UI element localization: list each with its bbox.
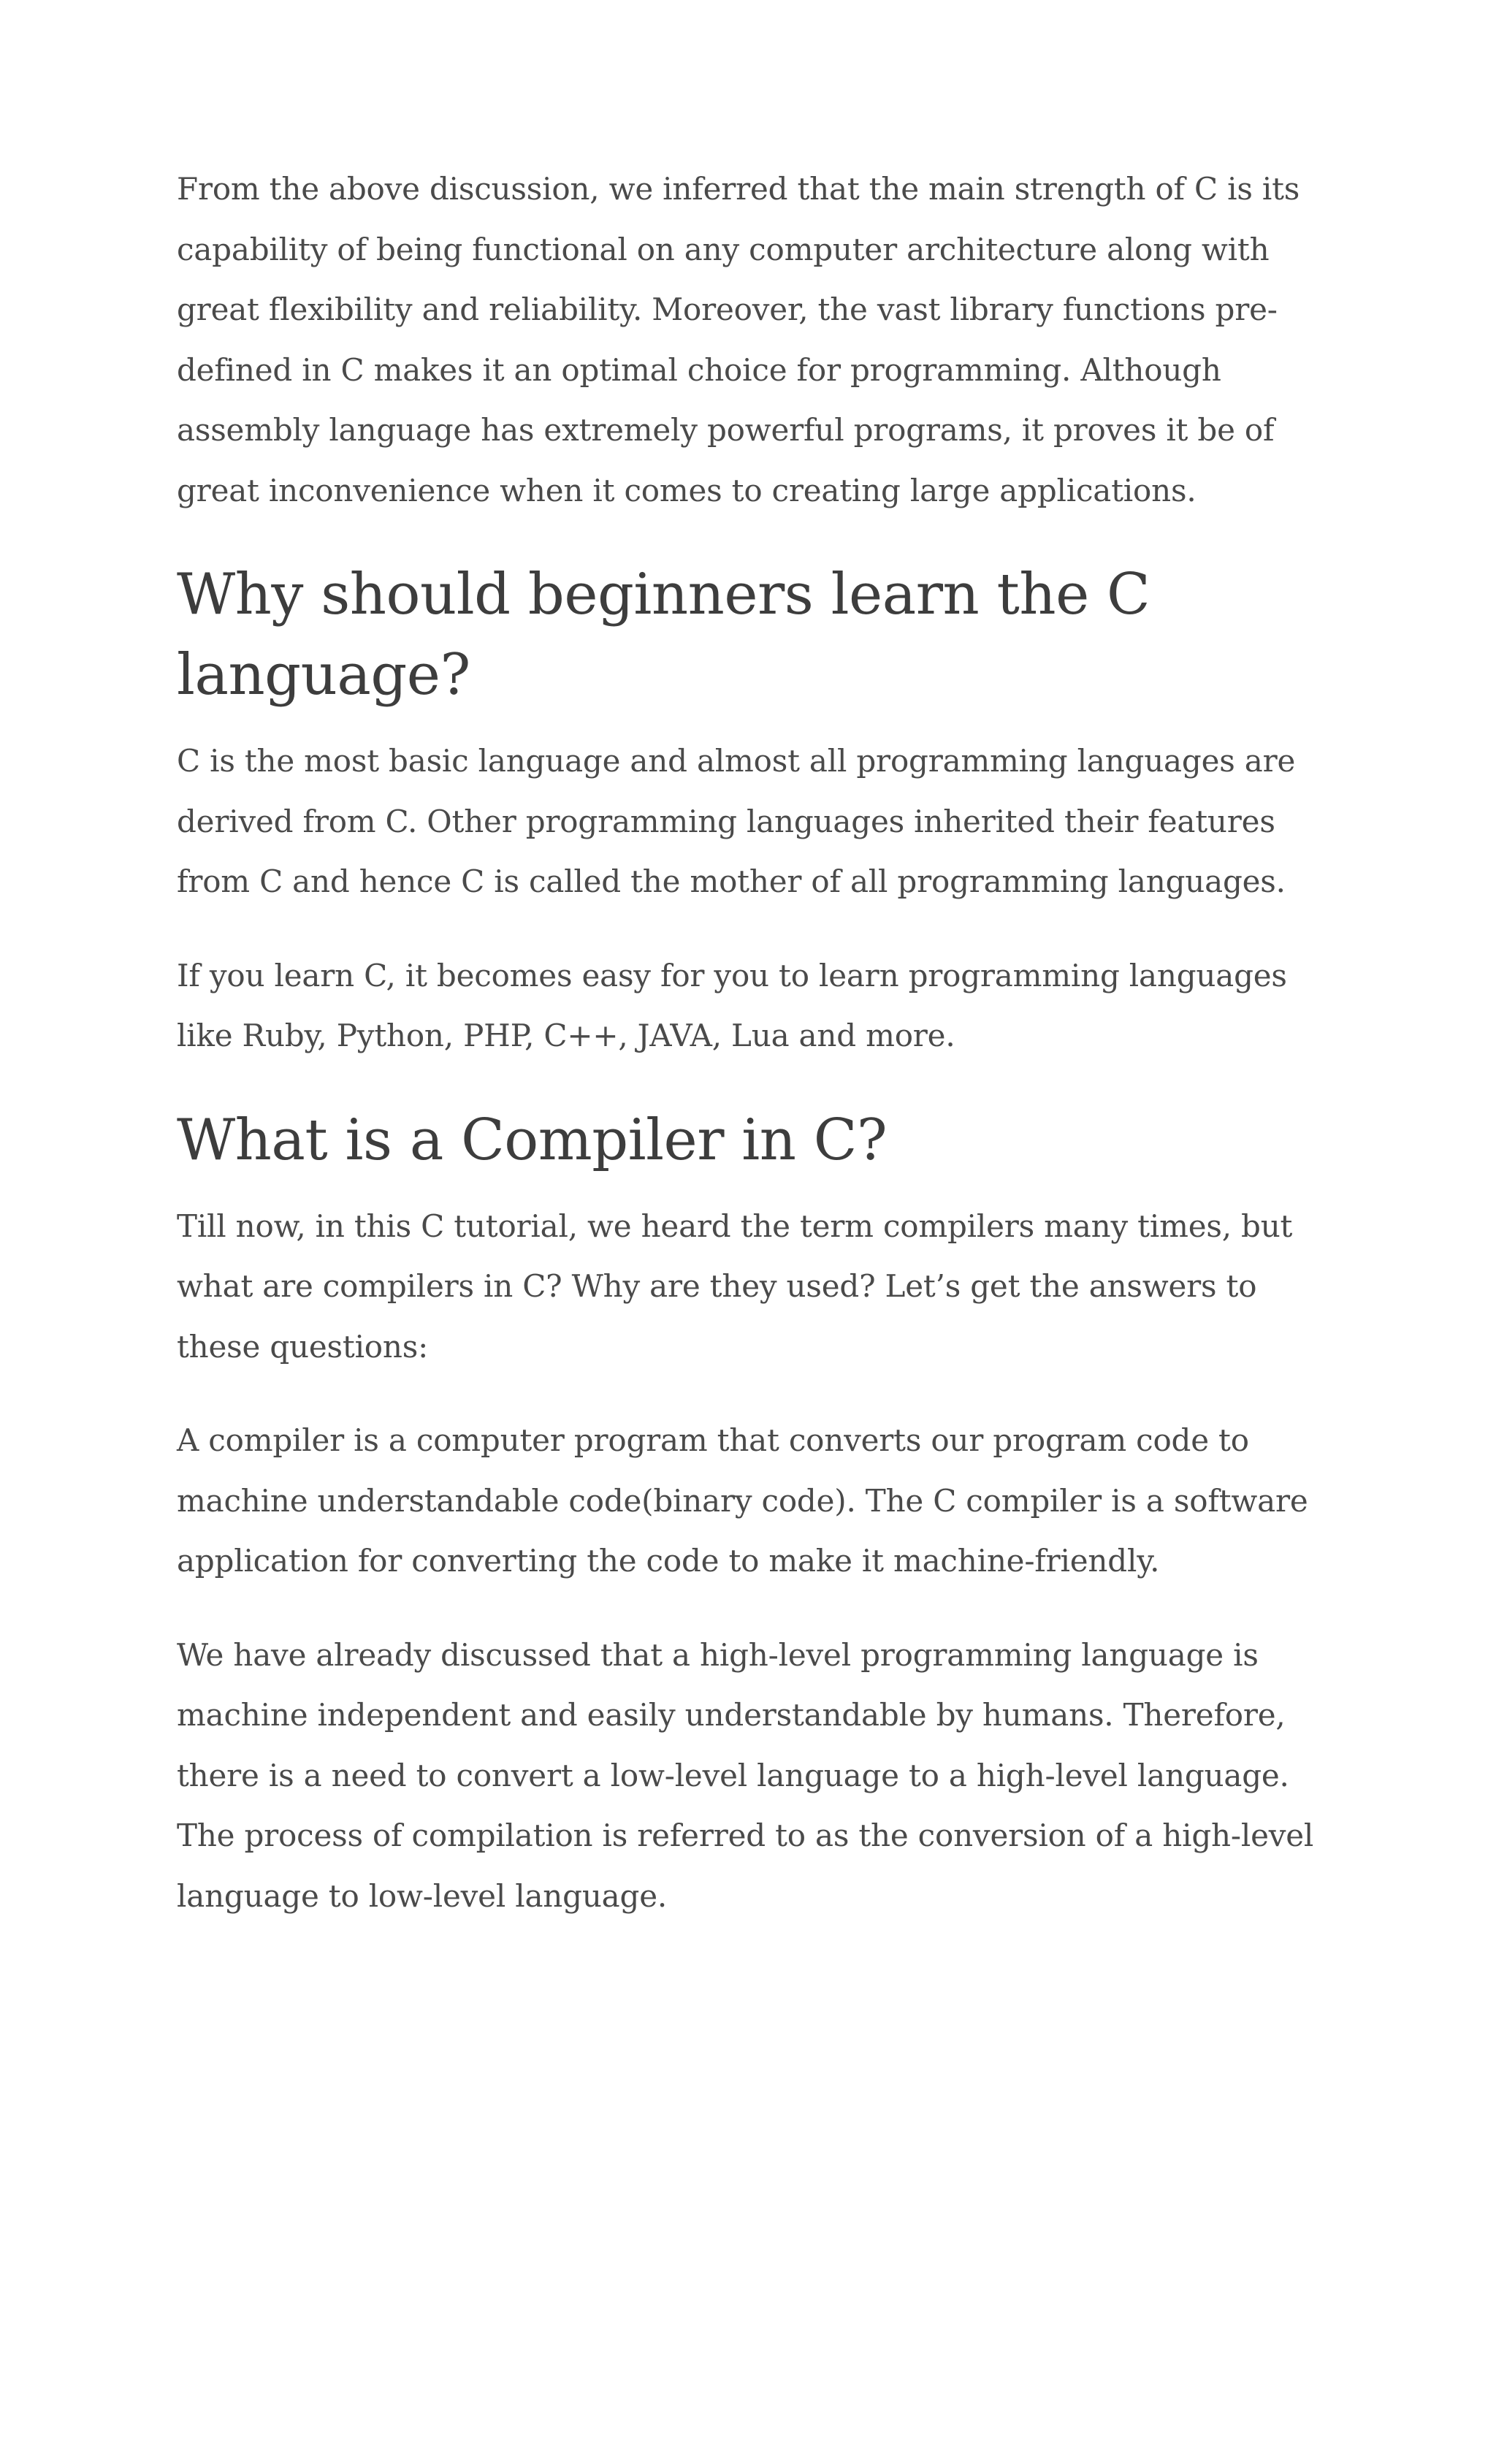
- section-what-is-compiler: [177, 1100, 1331, 1927]
- section-why-learn-c: [177, 554, 1331, 1067]
- paragraph: C is the most basic language and almost all programming languages are derived from C. Other programming languages inherited their features from C and hence C is called the mother of all programming languages.: [177, 743, 1296, 899]
- paragraph: Till now, in this C tutorial, we heard the term compilers many times, but what are compilers in C? Why are they used? Let’s get the answers to these questions:: [177, 1208, 1293, 1365]
- paragraph: We have already discussed that a high-level programming language is machine independent and easily understandable by humans. Therefore, there is a need to convert a low-level language to a high-level language. The process of compilation is referred to as the conversion of a high-level language to low-level language.: [177, 1636, 1314, 1914]
- paragraph: A compiler is a computer program that converts our program code to machine understandable code(binary code). The C compiler is a software application for converting the code to make it machine-friendly.: [177, 1422, 1308, 1579]
- article-body: [177, 159, 1331, 1960]
- section-heading-what-is-compiler: What is a Compiler in C?: [177, 1107, 888, 1173]
- paragraph: If you learn C, it becomes easy for you to learn programming languages like Ruby, Python, PHP, C++, JAVA, Lua and more.: [177, 957, 1287, 1053]
- intro-paragraph: From the above discussion, we inferred that the main strength of C is its capability of being functional on any computer architecture along with great flexibility and reliability. Moreover, the vast library functions pre-defined in C makes it an optimal choice for programming. Although assembly language has extremely powerful programs, it proves it be of great inconvenience when it comes to creating large applications.: [177, 171, 1300, 508]
- section-heading-why-learn-c: Why should beginners learn the C language?: [177, 562, 1150, 708]
